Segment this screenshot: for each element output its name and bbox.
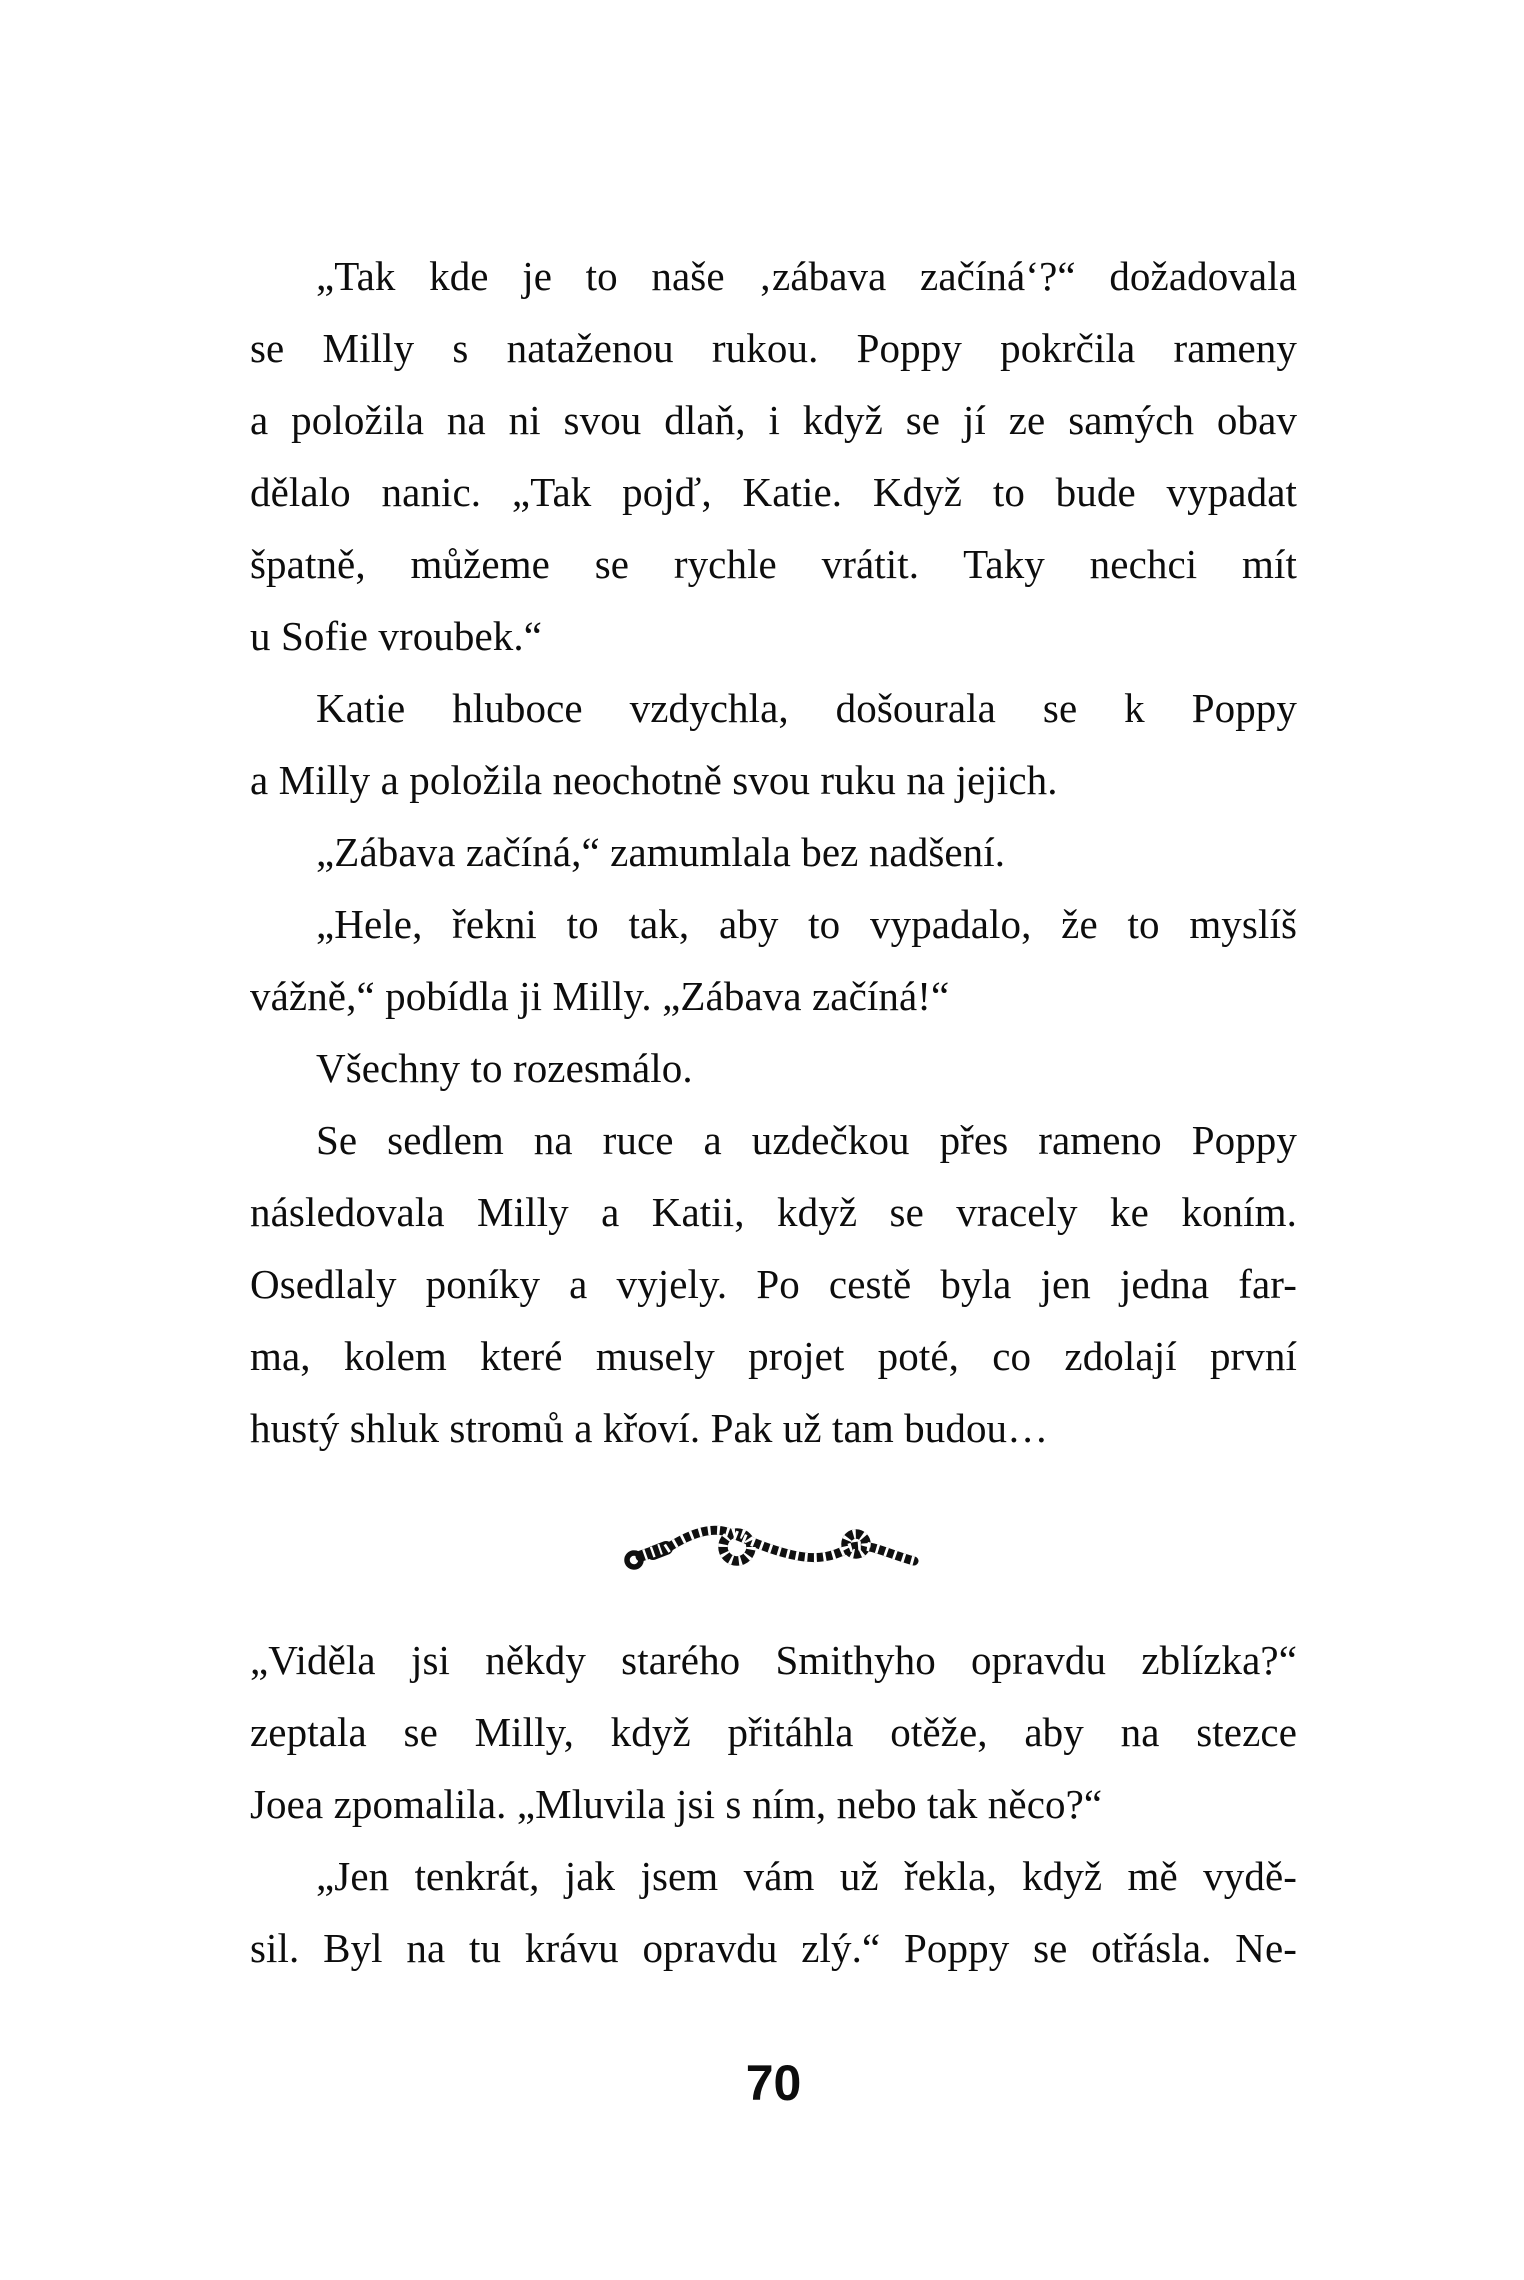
- paragraph: [250, 1104, 1297, 1464]
- text-line: se Milly s nataženou rukou. Poppy pokrčila rameny: [250, 325, 1297, 371]
- text-line: vážně,“ pobídla ji Milly. „Zábava začíná!“: [250, 973, 950, 1019]
- text-line: následovala Milly a Katii, když se vracely ke koním.: [250, 1189, 1297, 1235]
- text-line: hustý shluk stromů a křoví. Pak už tam budou…: [250, 1405, 1049, 1451]
- text-line: špatně, můžeme se rychle vrátit. Taky nechci mít: [250, 541, 1297, 587]
- text-line: „Zábava začíná,“ zamumlala bez nadšení.: [316, 829, 1006, 875]
- text-line: sil. Byl na tu krávu opravdu zlý.“ Poppy se otřásla. Ne-: [250, 1925, 1297, 1971]
- paragraph: [250, 816, 1297, 888]
- text-line: a Milly a položila neochotně svou ruku na jejich.: [250, 757, 1058, 803]
- text-line: „Viděla jsi někdy starého Smithyho opravdu zblízka?“: [250, 1637, 1297, 1683]
- text-section-before-divider: [250, 240, 1297, 1464]
- text-line: u Sofie vroubek.“: [250, 613, 543, 659]
- text-line: a položila na ni svou dlaň, i když se jí ze samých obav: [250, 397, 1297, 443]
- text-line: Joea zpomalila. „Mluvila jsi s ním, nebo tak něco?“: [250, 1781, 1103, 1827]
- text-line: Se sedlem na ruce a uzdečkou přes rameno Poppy: [316, 1117, 1297, 1163]
- text-line: „Jen tenkrát, jak jsem vám už řekla, když mě vydě-: [316, 1853, 1297, 1899]
- paragraph: [250, 240, 1297, 672]
- text-line: zeptala se Milly, když přitáhla otěže, aby na stezce: [250, 1709, 1297, 1755]
- text-line: Všechny to rozesmálo.: [316, 1045, 693, 1091]
- text-line: ma, kolem které musely projet poté, co zdolají první: [250, 1333, 1297, 1379]
- text-line: Osedlaly poníky a vyjely. Po cestě byla jen jedna far-: [250, 1261, 1297, 1307]
- text-line: dělalo nanic. „Tak pojď, Katie. Když to bude vypadat: [250, 469, 1297, 515]
- page-number: 70: [745, 2055, 802, 2111]
- text-section-after-divider: [250, 1624, 1297, 1984]
- text-block: [250, 240, 1297, 1984]
- text-line: „Tak kde je to naše ‚zábava začíná‘?“ dožadovala: [316, 253, 1297, 299]
- text-line: Katie hluboce vzdychla, došourala se k Poppy: [316, 685, 1297, 731]
- paragraph: [250, 888, 1297, 1032]
- scene-break: [250, 1464, 1297, 1624]
- paragraph: [250, 1840, 1297, 1984]
- rope-divider-ornament: [622, 1504, 922, 1582]
- paragraph: [250, 672, 1297, 816]
- paragraph: [250, 1032, 1297, 1104]
- text-line: „Hele, řekni to tak, aby to vypadalo, že to myslíš: [316, 901, 1297, 947]
- paragraph: [250, 1624, 1297, 1840]
